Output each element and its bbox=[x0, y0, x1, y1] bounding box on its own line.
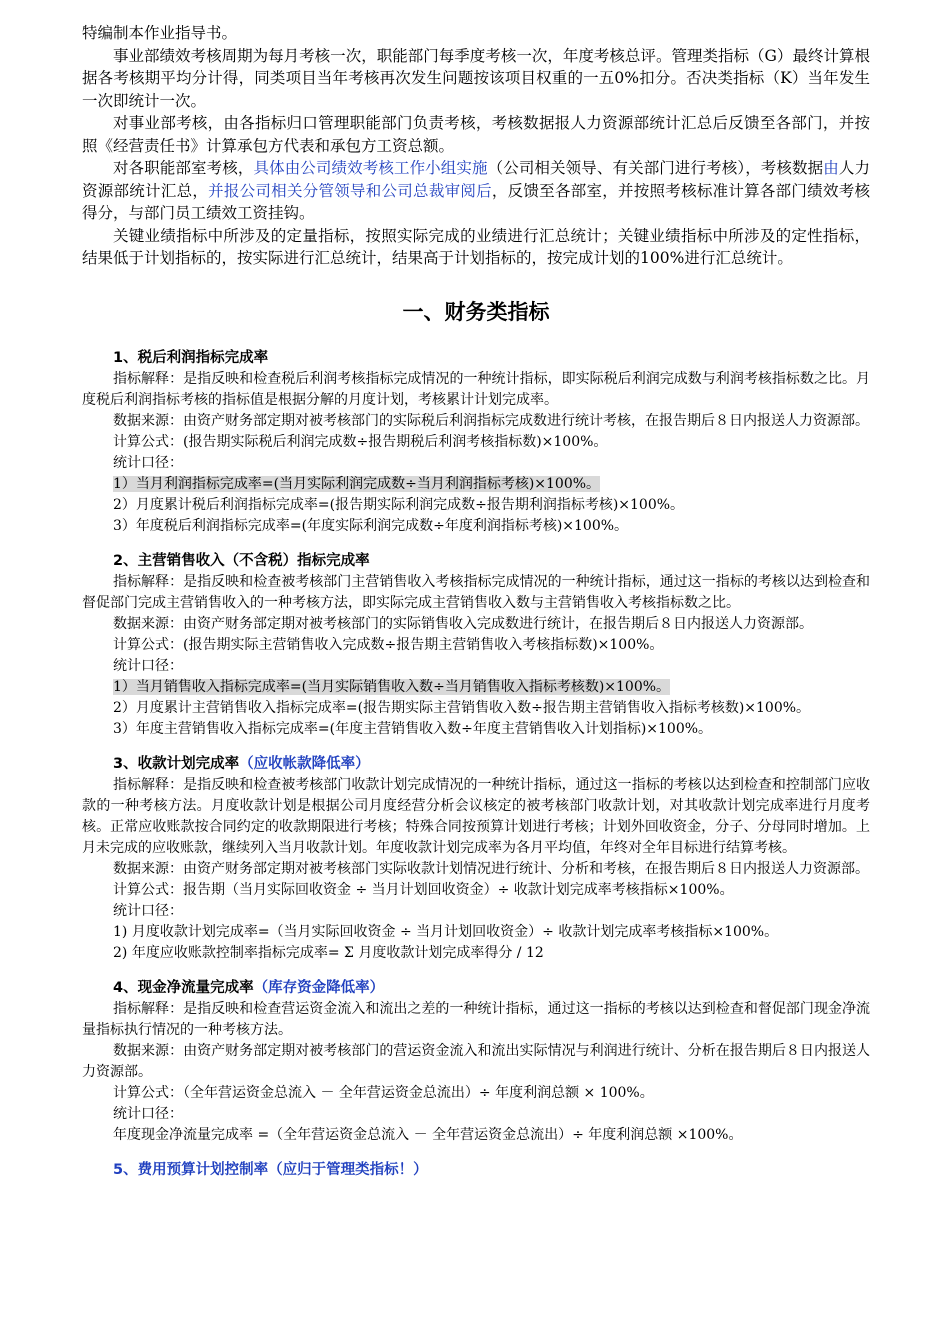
item-3-caliber-1: 1) 月度收款计划完成率=（当月实际回收资金 ÷ 当月计划回收资金）÷ 收款计划完成率考核指标×100%。 bbox=[113, 923, 779, 940]
p3a: 对各职能部室考核， bbox=[113, 159, 254, 177]
intro-paragraph-cycle: 事业部绩效考核周期为每月考核一次，职能部门每季度考核一次，年度考核总评。管理类指标（G）最终计算根据各考核期平均分计得，同类项目当年考核再次发生问题按该项目权重的一五0%扣分。否决类指标（K）当年发生一次即统计一次。 bbox=[82, 46, 870, 110]
item-3-title-text: 3、收款计划完成率 bbox=[113, 755, 240, 772]
item-1-caliber: 统计口径： bbox=[113, 454, 183, 471]
item-3-title bbox=[82, 754, 870, 775]
item-2-caliber-3: 3）年度主营销售收入指标完成率=(年度主营销售收入数÷年度主营销售收入计划指标)×100%。 bbox=[113, 720, 713, 737]
item-4-formula: 计算公式：（全年营运资金总流入 － 全年营运资金总流出）÷ 年度利润总额 × 100%。 bbox=[113, 1084, 654, 1101]
item-3-title-note: （应收帐款降低率） bbox=[239, 755, 370, 772]
p3c: （公司相关领导、有关部门进行考核），考核数据 bbox=[487, 159, 824, 177]
item-2-title: 2、主营销售收入（不含税）指标完成率 bbox=[113, 552, 370, 569]
item-2-caliber-1-text: 1）当月销售收入指标完成率=(当月实际销售收入数÷当月销售收入指标考核数)×100%。 bbox=[113, 678, 671, 695]
item-1-caliber-1-text: 1）当月利润指标完成率=(当月实际利润完成数÷当月利润指标考核)×100%。 bbox=[113, 475, 601, 492]
item-3-caliber-2: 2) 年度应收账款控制率指标完成率= Σ 月度收款计划完成率得分 / 12 bbox=[113, 944, 544, 961]
item-4-caliber-1: 年度现金净流量完成率 =（全年营运资金总流入 － 全年营运资金总流出）÷ 年度利润总额 ×100%。 bbox=[113, 1126, 743, 1143]
item-3-formula: 计算公式：报告期（当月实际回收资金 ÷ 当月计划回收资金）÷ 收款计划完成率考核指标×100%。 bbox=[113, 881, 734, 898]
item-1-caliber-3: 3）年度税后利润指标完成率=(年度实际利润完成数÷年度利润指标考核)×100%。 bbox=[113, 517, 629, 534]
item-3-caliber: 统计口径： bbox=[113, 902, 183, 919]
item-5-title: 5、费用预算计划控制率（应归于管理类指标！） bbox=[113, 1161, 428, 1178]
item-1-caliber-2: 2）月度累计税后利润指标完成率=(报告期实际利润完成数÷报告期利润指标考核)×100%。 bbox=[113, 496, 685, 513]
item-4-title bbox=[82, 978, 870, 999]
document-page bbox=[82, 22, 870, 1181]
intro-paragraph-functional bbox=[82, 157, 870, 225]
item-1-explain: 指标解释：是指反映和检查税后利润考核指标完成情况的一种统计指标，即实际税后利润完成数与利润考核指标数之比。月度税后利润指标考核的指标值是根据分解的月度计划，考核累计计划完成率。 bbox=[82, 370, 870, 408]
p3g: ，反馈至各部室，并按照考核标准计算各部门绩效考核得分，与部门员工绩效工资挂钩。 bbox=[82, 181, 870, 222]
intro-paragraph-division: 对事业部考核，由各指标归口管理职能部门负责考核，考核数据报人力资源部统计汇总后反馈至各部门，并按照《经营责任书》计算承包方代表和承包方工资总额。 bbox=[82, 114, 870, 155]
item-4-source: 数据来源：由资产财务部定期对被考核部门的营运资金流入和流出实际情况与利润进行统计、分析在报告期后８日内报送人力资源部。 bbox=[82, 1042, 870, 1080]
item-3-explain: 指标解释：是指反映和检查被考核部门收款计划完成情况的一种统计指标，通过这一指标的考核以达到检查和控制部门应收款的一种考核方法。月度收款计划是根据公司月度经营分析会议核定的被考核部门收款计划，对其收款计划完成率进行月度考核。正常应收账款按合同约定的收款期限进行考核；特殊合同按预算计划进行考核；计划外回收资金，分子、分母同时增加。上月未完成的应收账款，继续列入当月收款计划。年度收款计划完成率为各月平均值，年终对全年目标进行结算考核。 bbox=[82, 776, 870, 856]
item-4-explain: 指标解释：是指反映和检查营运资金流入和流出之差的一种统计指标，通过这一指标的考核以达到检查和督促部门现金净流量指标执行情况的一种考核方法。 bbox=[82, 1000, 870, 1038]
item-2-caliber: 统计口径： bbox=[113, 657, 183, 674]
item-2-explain: 指标解释：是指反映和检查被考核部门主营销售收入考核指标完成情况的一种统计指标，通过这一指标的考核以达到检查和督促部门完成主营销售收入的一种考核方法，即实际完成主营销售收入数与主营销售收入考核指标数之比。 bbox=[82, 573, 870, 611]
item-2-caliber-2: 2）月度累计主营销售收入指标完成率=(报告期实际主营销售收入数÷报告期主营销售收入指标考核数)×100%。 bbox=[113, 699, 811, 716]
section-title: 一、财务类指标 bbox=[402, 299, 550, 324]
item-2-source: 数据来源：由资产财务部定期对被考核部门的实际销售收入完成数进行统计，在报告期后８日内报送人力资源部。 bbox=[113, 615, 813, 632]
item-2-caliber-1 bbox=[82, 677, 870, 698]
p3d: 由 bbox=[823, 159, 839, 177]
item-2-formula: 计算公式：(报告期实际主营销售收入完成数÷报告期主营销售收入考核指标数)×100%。 bbox=[113, 636, 664, 653]
item-4-title-text: 4、现金净流量完成率 bbox=[113, 979, 254, 996]
p3f-highlight: 并报公司相关分管领导和公司总裁审阅后 bbox=[208, 181, 492, 200]
intro-line: 特编制本作业指导书。 bbox=[82, 24, 238, 42]
item-1-formula: 计算公式：(报告期实际税后利润完成数÷报告期税后利润考核指标数)×100%。 bbox=[113, 433, 608, 450]
item-3-source: 数据来源：由资产财务部定期对被考核部门实际收款计划情况进行统计、分析和考核，在报告期后８日内报送人力资源部。 bbox=[113, 860, 869, 877]
p3b-highlight: 具体由公司绩效考核工作小组实施 bbox=[253, 159, 488, 177]
item-1-title: 1、税后利润指标完成率 bbox=[113, 349, 269, 366]
item-4-caliber: 统计口径： bbox=[113, 1105, 183, 1122]
item-1-source: 数据来源：由资产财务部定期对被考核部门的实际税后利润指标完成数进行统计考核，在报告期后８日内报送人力资源部。 bbox=[113, 412, 869, 429]
p3e: 人力资源部统计汇总， bbox=[82, 159, 870, 200]
item-4-title-note: （库存资金降低率） bbox=[253, 979, 385, 996]
intro-paragraph-kpi: 关键业绩指标中所涉及的定量指标，按照实际完成的业绩进行汇总统计；关键业绩指标中所涉及的定性指标，结果低于计划指标的，按实际进行汇总统计，结果高于计划指标的，按完成计划的100%进行汇总统计。 bbox=[82, 226, 870, 267]
item-1-caliber-1 bbox=[82, 474, 870, 495]
